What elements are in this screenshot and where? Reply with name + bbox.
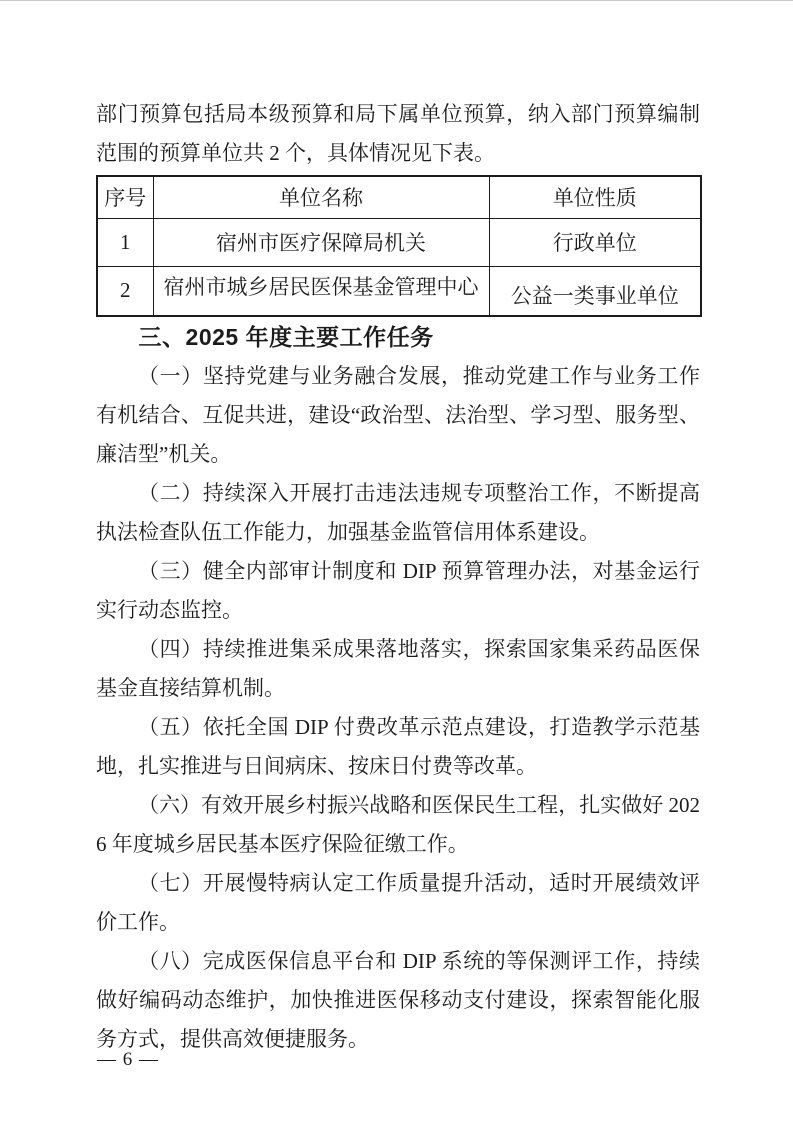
cell-seq: 1 [97,218,153,266]
cell-name: 宿州市城乡居民医保基金管理中心 [153,266,489,316]
task-paragraph-8: （八）完成医保信息平台和 DIP 系统的等保测评工作，持续做好编码动态维护，加快推进医保移动支付建设，探索智能化服务方式，提供高效便捷服务。 [96,949,700,1051]
column-header-nature: 单位性质 [489,176,701,218]
scan-edge-line [0,0,793,1]
section-heading: 三、2025 年度主要工作任务 [138,324,434,350]
table-row [97,266,701,316]
document-content [96,95,700,1059]
task-paragraph-1: （一）坚持党建与业务融合发展，推动党建工作与业务工作有机结合、互促共进，建设“政治型、法治型、学习型、服务型、廉洁型”机关。 [96,364,700,466]
cell-nature: 公益一类事业单位 [489,266,701,316]
budget-units-table [96,175,702,317]
task-paragraph-6: （六）有效开展乡村振兴战略和医保民生工程，扎实做好 2026 年度城乡居民基本医疗保险征缴工作。 [96,793,700,856]
task-paragraph-2: （二）持续深入开展打击违法违规专项整治工作，不断提高执法检查队伍工作能力，加强基金监管信用体系建设。 [96,481,700,544]
cell-seq: 2 [97,266,153,316]
task-paragraph-7: （七）开展慢特病认定工作质量提升活动，适时开展绩效评价工作。 [96,871,700,934]
page-number: — 6 — [97,1049,159,1070]
task-paragraph-4: （四）持续推进集采成果落地落实，探索国家集采药品医保基金直接结算机制。 [96,637,700,700]
column-header-seq: 序号 [97,176,153,218]
table-row [97,218,701,266]
column-header-name: 单位名称 [153,176,489,218]
task-paragraph-5: （五）依托全国 DIP 付费改革示范点建设，打造教学示范基地，扎实推进与日间病床、按床日付费等改革。 [96,715,700,778]
cell-nature: 行政单位 [489,218,701,266]
intro-paragraph: 部门预算包括局本级预算和局下属单位预算，纳入部门预算编制范围的预算单位共 2 个，具体情况见下表。 [96,102,700,165]
table-header-row [97,176,701,218]
task-paragraph-3: （三）健全内部审计制度和 DIP 预算管理办法，对基金运行实行动态监控。 [96,559,700,622]
cell-name: 宿州市医疗保障局机关 [153,218,489,266]
